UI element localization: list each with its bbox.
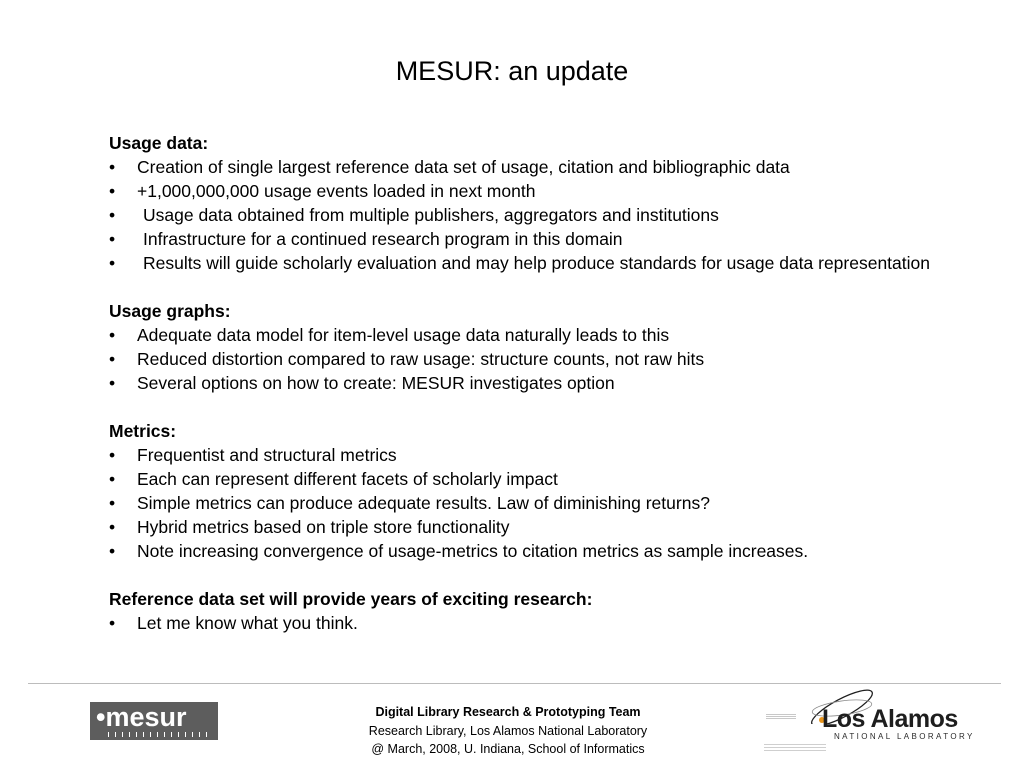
bullet-icon: • <box>109 613 116 633</box>
list-item: • Infrastructure for a continued research program in this domain <box>109 229 623 249</box>
bullet-icon: • <box>109 157 116 177</box>
list-item: • Simple metrics can produce adequate results. Law of diminishing returns? <box>109 493 710 513</box>
list-item: • Creation of single largest reference data set of usage, citation and bibliographic data <box>109 157 790 177</box>
lanl-name: Los Alamos <box>822 705 958 733</box>
bullet-icon: • <box>109 373 116 393</box>
bullet-icon: • <box>109 541 116 561</box>
list-item: • Frequentist and structural metrics <box>109 445 397 465</box>
bullet-icon: • <box>109 253 116 273</box>
list-item: • Results will guide scholarly evaluation and may help produce standards for usage data representation <box>109 253 930 273</box>
partner-logo-icon <box>766 714 796 720</box>
list-item: • Usage data obtained from multiple publishers, aggregators and institutions <box>109 205 719 225</box>
los-alamos-logo <box>764 684 975 754</box>
bullet-icon: • <box>109 349 116 369</box>
bullet-icon: • <box>109 517 116 537</box>
slide-title: MESUR: an update <box>395 56 629 86</box>
list-item: • Note increasing convergence of usage-metrics to citation metrics as sample increases. <box>109 541 809 561</box>
list-item: • Hybrid metrics based on triple store functionality <box>109 517 510 537</box>
partner-caption-icon <box>764 744 826 752</box>
lanl-subtitle: NATIONAL LABORATORY <box>834 732 975 741</box>
list-item: • Let me know what you think. <box>109 613 358 633</box>
bullet-icon: • <box>109 229 116 249</box>
list-item: • Adequate data model for item-level usage data naturally leads to this <box>109 325 670 345</box>
bullet-icon: • <box>109 325 116 345</box>
section-heading-usage-graphs: Usage graphs: <box>109 301 231 321</box>
bullet-icon: • <box>109 493 116 513</box>
slide-body <box>109 131 989 635</box>
footer-team: Digital Library Research & Prototyping Team <box>375 705 641 719</box>
list-item: • +1,000,000,000 usage events loaded in next month <box>109 181 536 201</box>
section-heading-reference: Reference data set will provide years of exciting research: <box>109 589 593 609</box>
bullet-icon: • <box>109 205 116 225</box>
mesur-logo-ticks <box>108 732 212 737</box>
list-item: • Each can represent different facets of scholarly impact <box>109 469 558 489</box>
section-heading-usage-data: Usage data: <box>109 133 209 153</box>
section-heading-metrics: Metrics: <box>109 421 177 441</box>
bullet-icon: • <box>109 469 116 489</box>
list-item: • Reduced distortion compared to raw usage: structure counts, not raw hits <box>109 349 705 369</box>
footer-affiliation: Research Library, Los Alamos National Laboratory <box>368 723 648 738</box>
mesur-logo-text: •mesur <box>96 702 187 732</box>
footer-text <box>300 703 716 759</box>
bullet-icon: • <box>109 445 116 465</box>
bullet-icon: • <box>109 181 116 201</box>
mesur-logo <box>90 702 218 740</box>
list-item: • Several options on how to create: MESUR investigates option <box>109 373 615 393</box>
footer-event: @ March, 2008, U. Indiana, School of Informatics <box>371 742 645 756</box>
